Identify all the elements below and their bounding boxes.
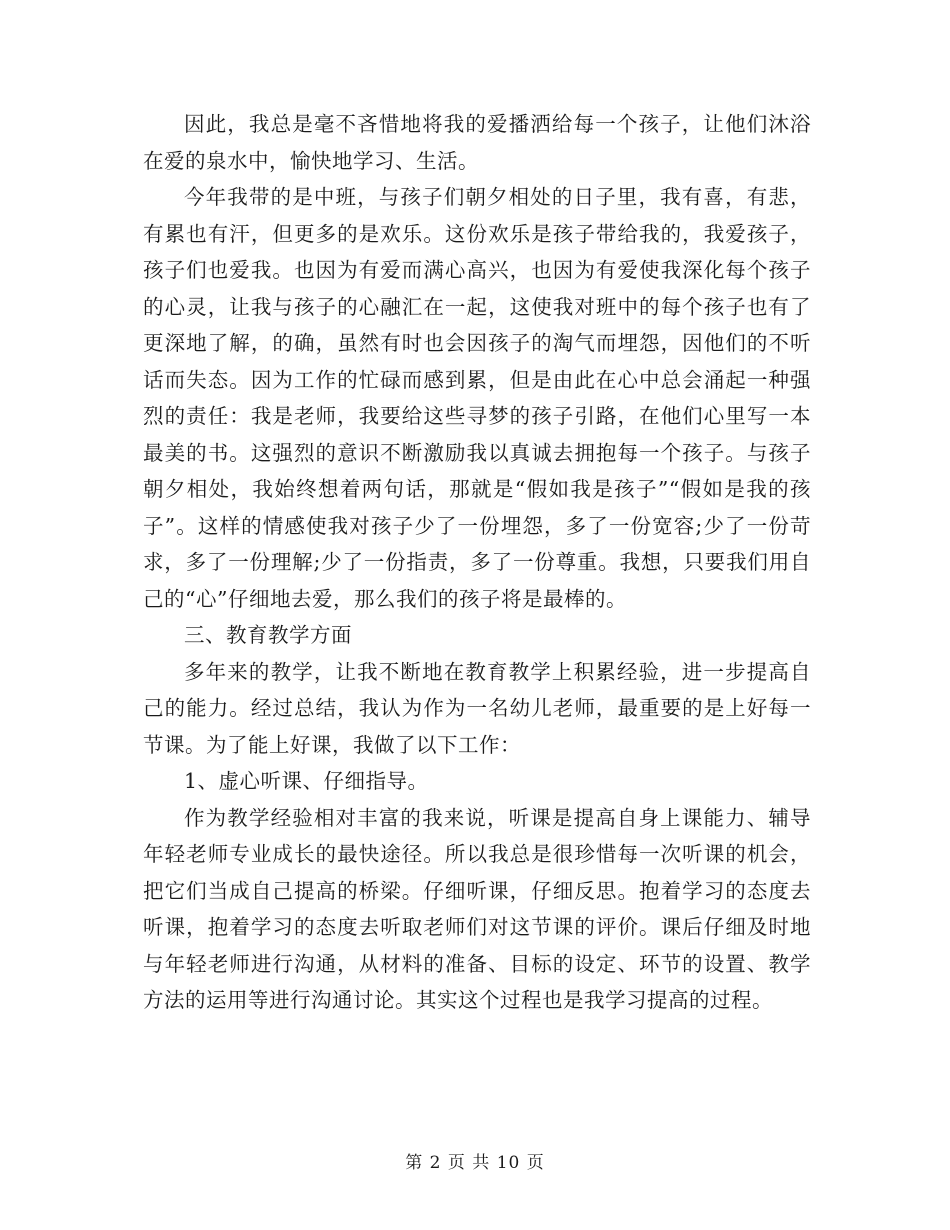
- page-label-prefix: 第: [405, 1153, 424, 1173]
- page-label-mid: 页 共: [447, 1153, 491, 1173]
- section-heading-teaching: 三、教育教学方面: [184, 623, 352, 647]
- page-label-suffix: 页: [526, 1153, 545, 1173]
- current-page-number: 2: [429, 1153, 442, 1173]
- paragraph-lesson-observation: 作为教学经验相对丰富的我来说，听课是提高自身上课能力、辅导年轻老师专业成长的最快途径。所以我总是很珍惜每一次听课的机会，把它们当成自己提高的桥梁。仔细听课，仔细反思。抱着学习的态度去听课，抱着学习的态度去听取老师们对这节课的评价。课后仔细及时地与年轻老师进行沟通，从材料的准备、目标的设定、环节的设置、教学方法的运用等进行沟通讨论。其实这个过程也是我学习提高的过程。: [143, 805, 811, 1012]
- total-pages-number: 10: [496, 1153, 521, 1173]
- page-footer: [0, 1150, 950, 1176]
- document-body: [143, 106, 811, 1019]
- subheading-lesson-observation: 1、虚心听课、仔细指导。: [184, 769, 429, 793]
- paragraph-teaching-experience: 多年来的教学，让我不断地在教育教学上积累经验，进一步提高自己的能力。经过总结，我认为作为一名幼儿老师，最重要的是上好每一节课。为了能上好课，我做了以下工作：: [143, 659, 811, 757]
- paragraph-middle-class: 今年我带的是中班，与孩子们朝夕相处的日子里，我有喜，有悲，有累也有汗，但更多的是欢乐。这份欢乐是孩子带给我的，我爱孩子，孩子们也爱我。也因为有爱而满心高兴，也因为有爱使我深化每个孩子的心灵，让我与孩子的心融汇在一起，这使我对班中的每个孩子也有了更深地了解，的确，虽然有时也会因孩子的淘气而埋怨，因他们的不听话而失态。因为工作的忙碌而感到累，但是由此在心中总会涌起一种强烈的责任：我是老师，我要给这些寻梦的孩子引路，在他们心里写一本最美的书。这强烈的意识不断激励我以真诚去拥抱每一个孩子。与孩子朝夕相处，我始终想着两句话，那就是“假如我是孩子”“假如是我的孩子”。这样的情感使我对孩子少了一份埋怨，多了一份宽容;少了一份苛求，多了一份理解;少了一份指责，多了一份尊重。我想，只要我们用自己的“心”仔细地去爱，那么我们的孩子将是最棒的。: [143, 185, 811, 611]
- paragraph-love-children: 因此，我总是毫不吝惜地将我的爱播洒给每一个孩子，让他们沐浴在爱的泉水中，愉快地学习、生活。: [143, 112, 811, 173]
